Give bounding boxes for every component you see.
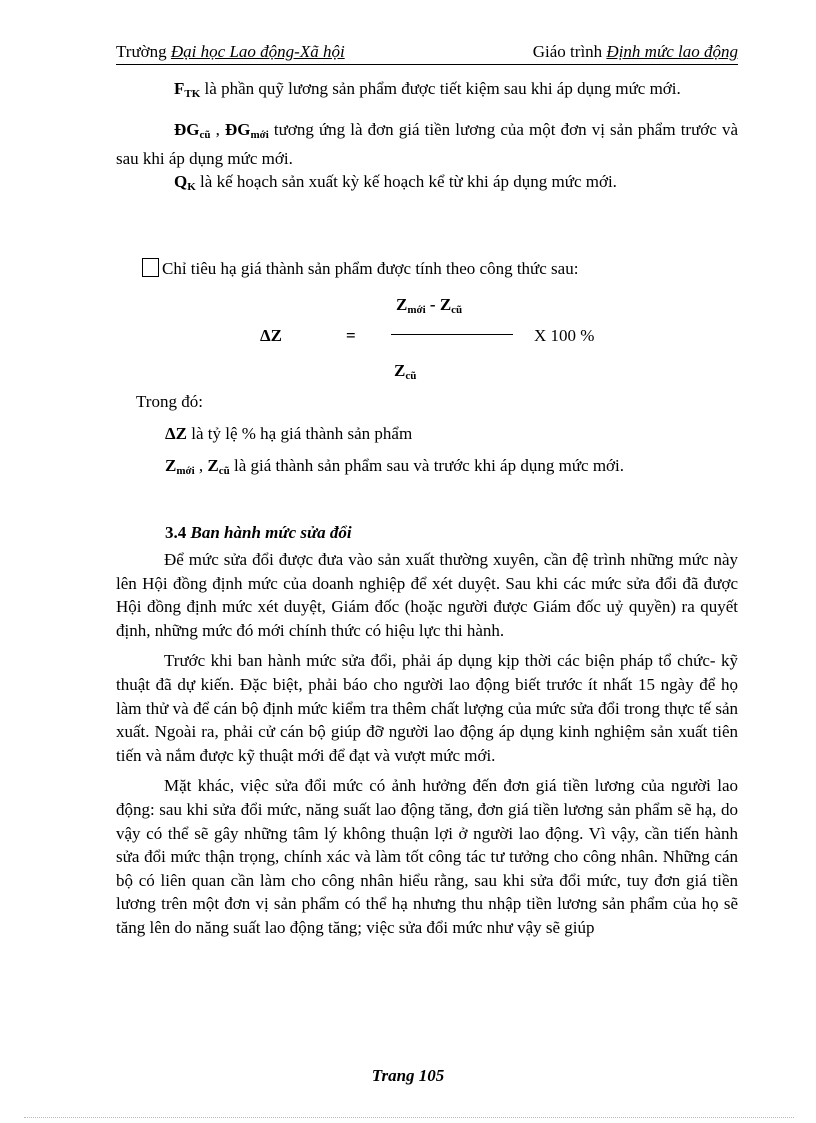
def-ftk: [116, 77, 738, 106]
page-header: [116, 40, 738, 65]
where-z-old-sub: cũ: [218, 465, 230, 477]
definitions-block: [116, 77, 738, 199]
formula-equals: =: [346, 326, 356, 345]
section-title-text: Ban hành mức sửa đổi: [190, 523, 352, 542]
formula-den-sub: cũ: [405, 370, 417, 382]
where-z-new: Z: [165, 456, 177, 475]
where-z-old: Z: [207, 456, 219, 475]
where-def-dz: [165, 424, 412, 444]
paragraph-3: Mặt khác, việc sửa đổi mức có ảnh hưởng đến đơn giá tiền lương của người lao động: sau khi sửa đổi mức, năng suất lao động tăng, đơn giá tiền lương sản phẩm sẽ hạ, do vậy có thể sẽ gây những tâm lý không thuận lợi ở người lao động. Vì vậy, cần tiến hành sửa đổi mức thận trọng, chính xác và làm tốt công tác tư tưởng cho công nhân. Những cán bộ có liên quan cần làm cho công nhân hiểu rằng, sau khi sửa đổi mức, tuy đơn giá tiền lương trên một đơn vị sản phẩm có thể hạ nhưng thu nhập tiền lương sản phẩm của họ sẽ tăng lên do năng suất lao động tăng; việc sửa đổi mức như vậy sẽ giúp: [116, 776, 738, 937]
where-z-text: là giá thành sản phẩm sau và trước khi áp dụng mức mới.: [229, 456, 625, 475]
header-institution-prefix: Trường: [116, 42, 171, 61]
def-dg: [116, 118, 738, 170]
formula-multiplier: X 100 %: [534, 326, 595, 345]
qk-text: là kế hoạch sản xuất kỳ kế hoạch kể từ khi áp dụng mức mới.: [195, 172, 617, 191]
ftk-text: là phần quỹ lương sản phẩm được tiết kiệm sau khi áp dụng mức mới.: [200, 79, 681, 98]
where-z-new-sub: mới: [176, 465, 195, 477]
section-number: 3.4: [165, 523, 187, 542]
where-def-z: [165, 456, 624, 477]
dg-subscript-new: mới: [250, 129, 269, 141]
where-dz-symbol: ΔZ: [165, 424, 187, 443]
formula-num-z1: Z: [396, 295, 408, 314]
formula-denominator: [394, 361, 416, 382]
checkbox-bullet-icon: [142, 258, 159, 277]
page-number: Trang 105: [371, 1066, 445, 1085]
formula-num-sub2: cũ: [451, 304, 463, 316]
formula-fraction-line: [391, 334, 513, 335]
dg-symbol-old: ĐG: [174, 120, 200, 139]
page-bottom-divider: [24, 1117, 794, 1118]
header-title-name: Định mức lao động: [606, 42, 738, 61]
header-title-prefix: Giáo trình: [532, 42, 607, 61]
formula-num-z2: Z: [439, 295, 452, 314]
ftk-symbol: F: [174, 79, 185, 98]
section-body: [116, 548, 738, 947]
formula-lhs: ΔZ: [260, 326, 282, 345]
paragraph-2: Trước khi ban hành mức sửa đổi, phải áp dụng kịp thời các biện pháp tổ chức- kỹ thuật đã dự kiến. Đặc biệt, phải báo cho người lao động biết trước ít nhất 15 ngày để họ làm thử và để cán bộ định mức kiểm tra thêm chất lượng của mức sửa đổi trong thực tế sản xuất. Ngoài ra, phải cử cán bộ giúp đỡ người lao động áp dụng kinh nghiệm sản xuất tiên tiến và nắm được kỹ thuật mới để đạt và vượt mức mới.: [116, 651, 738, 765]
paragraph-1: Để mức sửa đổi được đưa vào sản xuất thường xuyên, cần đệ trình những mức này lên Hội đồng định mức của doanh nghiệp để xét duyệt. Sau khi các mức sửa đổi đã được Hội đồng định mức xét duyệt, Giám đốc (hoặc người được Giám đốc uỷ quyền) ra quyết định, những mức đó mới chính thức có hiệu lực thi hành.: [116, 550, 738, 640]
header-institution: [116, 42, 345, 62]
where-dz-text: là tỷ lệ % hạ giá thành sản phẩm: [187, 424, 413, 443]
bullet-text: Chỉ tiêu hạ giá thành sản phẩm được tính theo công thức sau:: [162, 259, 579, 278]
formula-minus: -: [425, 295, 440, 314]
dg-separator: ,: [210, 120, 225, 139]
header-institution-name: Đại học Lao động-Xã hội: [170, 42, 345, 61]
dg-text: tương ứng là đơn giá tiền lương của một đơn vị sản phẩm trước và sau khi áp dụng mức mới.: [116, 120, 738, 168]
qk-subscript: K: [187, 181, 196, 193]
where-z-sep: ,: [194, 456, 208, 475]
section-heading: [165, 523, 352, 543]
formula-num-sub1: mới: [407, 304, 426, 316]
bullet-cost-reduction: [142, 258, 578, 279]
header-book-title: [533, 42, 738, 62]
ftk-subscript: TK: [184, 88, 201, 100]
qk-symbol: Q: [174, 172, 188, 191]
def-qk: [116, 170, 738, 199]
dg-symbol-new: ĐG: [224, 120, 251, 139]
formula-numerator: [396, 295, 462, 316]
dg-subscript-old: cũ: [199, 129, 211, 141]
formula-den-z: Z: [394, 361, 406, 380]
where-label: Trong đó:: [136, 392, 203, 411]
